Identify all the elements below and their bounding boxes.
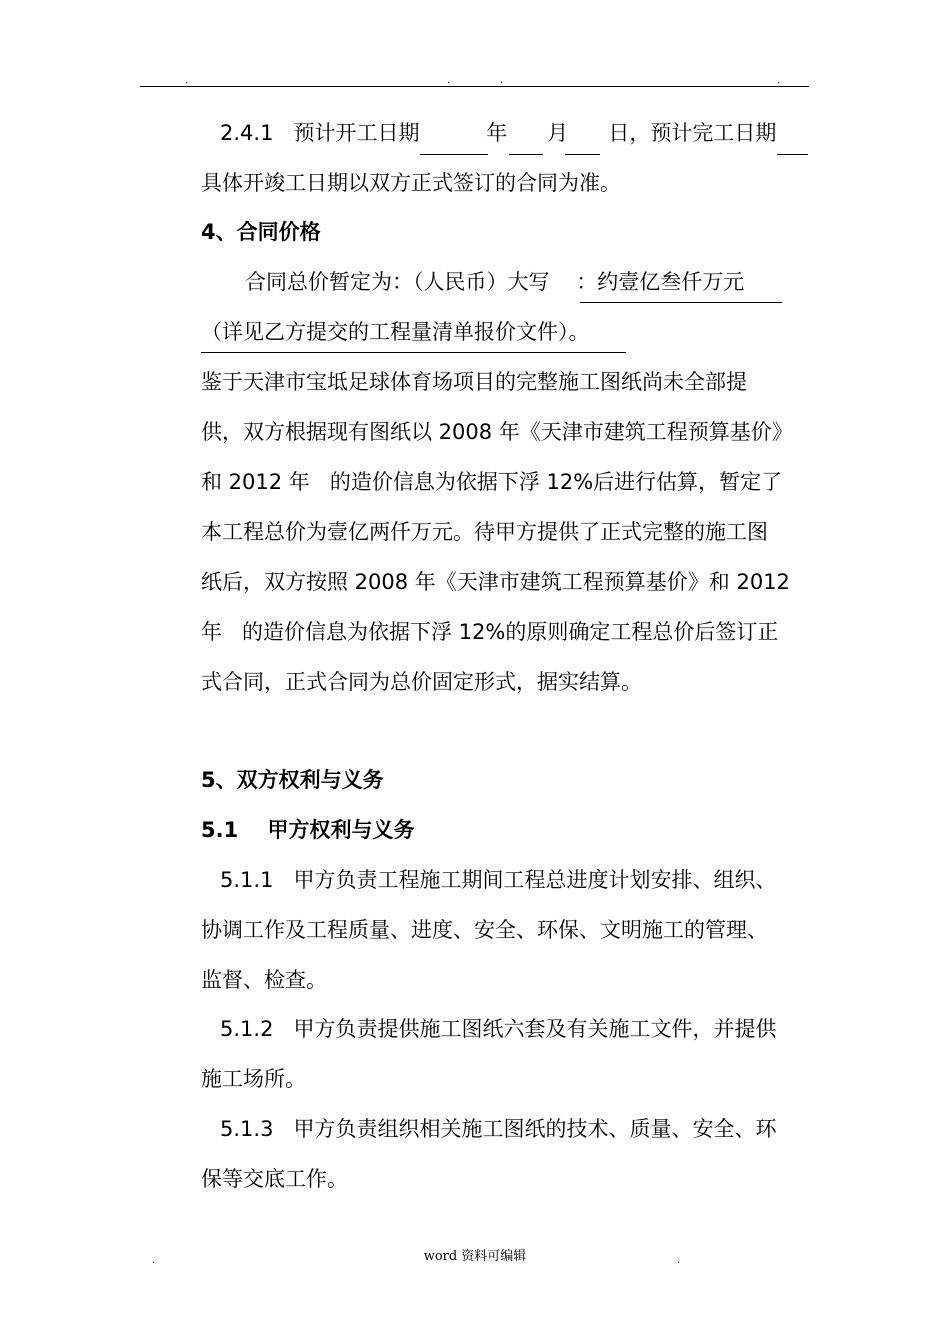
- header-dot: .: [500, 75, 504, 86]
- clause-5-1-1-cont: 监督、检查。: [201, 968, 327, 992]
- price-note-underline: [201, 352, 626, 353]
- clause-5-1-1-cont: 协调工作及工程质量、进度、安全、环保、文明施工的管理、: [201, 918, 768, 942]
- clause-5-1-3: 5.1.3 甲方负责组织相关施工图纸的技术、质量、安全、环: [220, 1117, 777, 1141]
- header-dot: .: [447, 75, 451, 86]
- paragraph-line: 鉴于天津市宝坻足球体育场项目的完整施工图纸尚未全部提: [201, 370, 747, 394]
- footer-dot-right: .: [677, 1255, 681, 1266]
- blank-day-underline: [565, 154, 600, 155]
- paragraph-line: 和 2012 年 的造价信息为依据下浮 12%后进行估算，暂定了: [201, 470, 783, 494]
- clause-5-1-2: 5.1.2 甲方负责提供施工图纸六套及有关施工文件，并提供: [220, 1017, 777, 1041]
- section-4-heading: 4、合同价格: [201, 220, 321, 244]
- header-dot: .: [777, 75, 781, 86]
- paragraph-line: 纸后，双方按照 2008 年《天津市建筑工程预算基价》和 2012: [201, 570, 790, 594]
- clause-5-1-2-cont: 施工场所。: [201, 1067, 306, 1091]
- header-dot: .: [185, 75, 189, 86]
- paragraph-line: 供，双方根据现有图纸以 2008 年《天津市建筑工程预算基价》: [201, 420, 793, 444]
- paragraph-line: 本工程总价为壹亿两仟万元。待甲方提供了正式完整的施工图: [201, 520, 768, 544]
- blank-month-underline: [509, 154, 543, 155]
- clause-5-1-3-cont: 保等交底工作。: [201, 1167, 348, 1191]
- clause-2-4-1: 2.4.1 预计开工日期 年 月 日，预计完工日期: [220, 121, 777, 145]
- clause-2-4-1-cont: 具体开竣工日期以双方正式签订的合同为准。: [201, 171, 621, 195]
- blank-end-date-underline: [777, 154, 808, 155]
- contract-price-note: （详见乙方提交的工程量清单报价文件）。: [201, 320, 590, 344]
- blank-year-underline: [420, 154, 488, 155]
- section-5-1-heading: 5.1 甲方权利与义务: [201, 818, 415, 842]
- paragraph-line: 年 的造价信息为依据下浮 12%的原则确定工程总价后签订正: [201, 620, 779, 644]
- header-rule: [140, 86, 809, 87]
- price-underline: [580, 302, 782, 303]
- clause-5-1-1: 5.1.1 甲方负责工程施工期间工程总进度计划安排、组织、: [220, 868, 777, 892]
- contract-price-line: 合同总价暂定为：（人民币）大写 ：约壹亿叁仟万元: [245, 270, 745, 294]
- footer-text: word 资料可编辑: [423, 1249, 527, 1264]
- paragraph-line: 式合同，正式合同为总价固定形式，据实结算。: [201, 670, 642, 694]
- footer-dot-left: .: [152, 1255, 156, 1266]
- section-5-heading: 5、双方权利与义务: [201, 768, 384, 792]
